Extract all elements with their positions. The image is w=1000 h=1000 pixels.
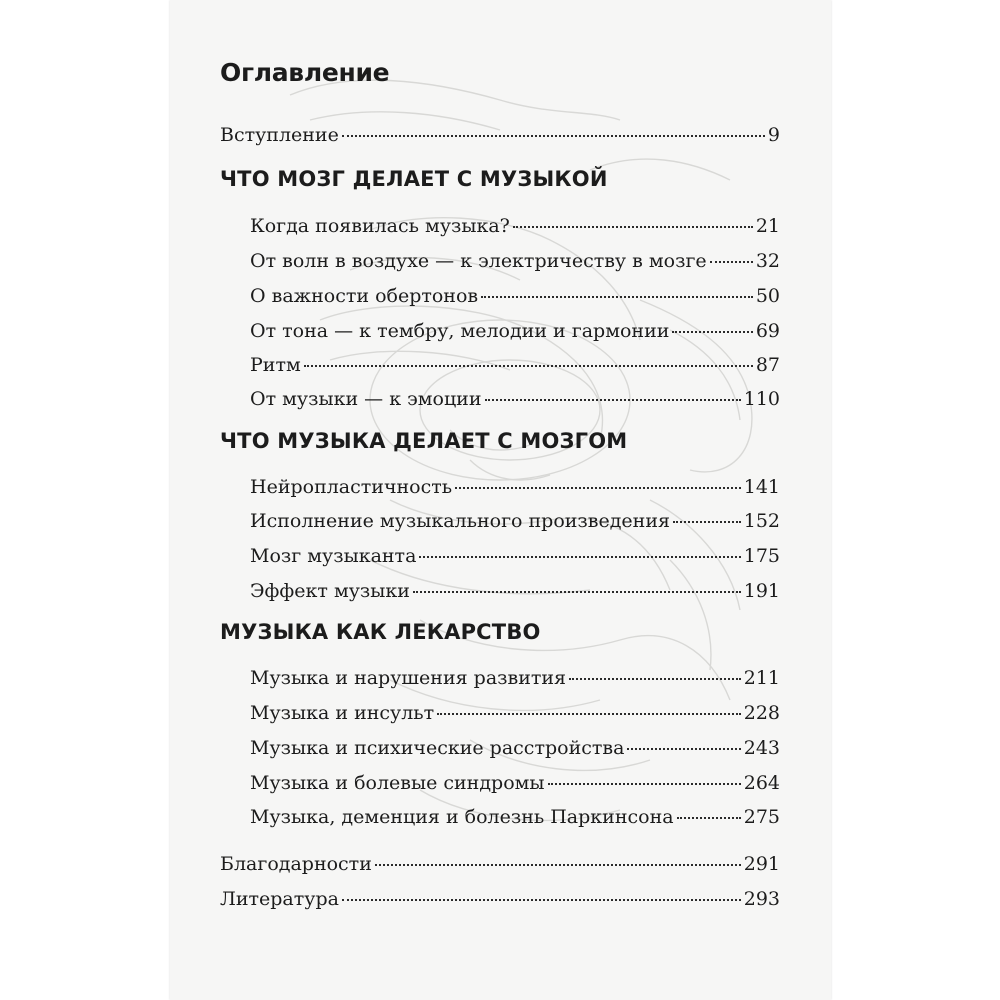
dot-leader	[677, 795, 741, 819]
dot-leader	[673, 499, 741, 523]
dot-leader	[342, 113, 765, 137]
toc-entry-label: От волн в воздухе — к электричеству в мозге	[250, 249, 707, 272]
toc-page-number: 291	[743, 852, 780, 875]
toc-page-number: 191	[743, 579, 780, 602]
dot-leader	[548, 761, 741, 785]
toc-entry-label: О важности обертонов	[250, 284, 479, 307]
toc-entry-label: Вступление	[220, 123, 339, 146]
toc-entry-label: Когда появилась музыка?	[250, 214, 510, 237]
toc-entry-label: Эффект музыки	[250, 579, 410, 602]
toc-entry[interactable]	[250, 381, 780, 410]
dot-leader	[375, 842, 741, 866]
toc-entry[interactable]	[250, 765, 780, 794]
toc-entry[interactable]	[250, 799, 780, 828]
toc-entry-label: Благодарности	[220, 852, 372, 875]
section-title: ЧТО МУЗЫКА ДЕЛАЕТ С МОЗГОМ	[220, 429, 628, 453]
section-title: МУЗЫКА КАК ЛЕКАРСТВО	[220, 620, 541, 644]
toc-page-number: 211	[743, 666, 780, 689]
toc-entry-intro[interactable]	[220, 117, 780, 146]
dot-leader	[419, 534, 740, 558]
dot-leader	[437, 691, 741, 715]
toc-entry-label: Музыка, деменция и болезнь Паркинсона	[250, 805, 674, 828]
toc-entry-acknowledgements[interactable]	[220, 846, 780, 875]
dot-leader	[485, 377, 741, 401]
dot-leader	[569, 656, 741, 680]
toc-entry-label: Исполнение музыкального произведения	[250, 509, 670, 532]
toc-entry-label: Музыка и болевые синдромы	[250, 771, 545, 794]
toc-entry-label: Музыка и нарушения развития	[250, 666, 567, 689]
toc-entry-label: Мозг музыканта	[250, 544, 417, 567]
section-title: ЧТО МОЗГ ДЕЛАЕТ С МУЗЫКОЙ	[220, 167, 608, 191]
toc-page-number: 152	[743, 509, 780, 532]
dot-leader	[413, 569, 741, 593]
toc-entry-label: Музыка и психические расстройства	[250, 736, 625, 759]
toc-entry-label: Ритм	[250, 353, 301, 376]
toc-page-number: 21	[755, 214, 780, 237]
toc-page-number: 275	[743, 805, 780, 828]
toc-entry[interactable]	[250, 347, 780, 376]
toc-entry-label: Нейропластичность	[250, 475, 453, 498]
toc-entry-label: Музыка и инсульт	[250, 701, 435, 724]
toc-heading: Оглавление	[220, 58, 390, 87]
toc-page-number: 110	[743, 387, 780, 410]
dot-leader	[513, 204, 753, 228]
toc-entry[interactable]	[250, 469, 780, 498]
dot-leader	[342, 877, 741, 901]
toc-entry[interactable]	[250, 243, 780, 272]
toc-entry[interactable]	[250, 313, 780, 342]
dot-leader	[304, 343, 753, 367]
toc-entry[interactable]	[250, 730, 780, 759]
toc-entry-label: От тона — к тембру, мелодии и гармонии	[250, 319, 670, 342]
toc-entry-label: Литература	[220, 887, 339, 910]
toc-page-number: 9	[767, 123, 780, 146]
toc-page-number: 293	[743, 887, 780, 910]
dot-leader	[481, 274, 753, 298]
dot-leader	[455, 465, 741, 489]
toc-page-number: 264	[743, 771, 780, 794]
dot-leader	[672, 309, 752, 333]
toc-page-number: 32	[755, 249, 780, 272]
toc-page-number: 175	[743, 544, 780, 567]
toc-page-number: 141	[743, 475, 780, 498]
toc-entry[interactable]	[250, 660, 780, 689]
toc-entry[interactable]	[250, 278, 780, 307]
toc-page-number: 69	[755, 319, 780, 342]
toc-page-number: 243	[743, 736, 780, 759]
toc-page-number: 87	[755, 353, 780, 376]
toc-page-number: 50	[755, 284, 780, 307]
toc-entry[interactable]	[250, 573, 780, 602]
toc-entry-label: От музыки — к эмоции	[250, 387, 482, 410]
toc-entry[interactable]	[250, 503, 780, 532]
dot-leader	[627, 726, 740, 750]
book-page	[170, 0, 831, 1000]
toc-entry[interactable]	[250, 208, 780, 237]
toc-entry[interactable]	[250, 538, 780, 567]
dot-leader	[710, 239, 753, 263]
toc-entry[interactable]	[250, 695, 780, 724]
toc-entry-literature[interactable]	[220, 881, 780, 910]
toc-page-number: 228	[743, 701, 780, 724]
